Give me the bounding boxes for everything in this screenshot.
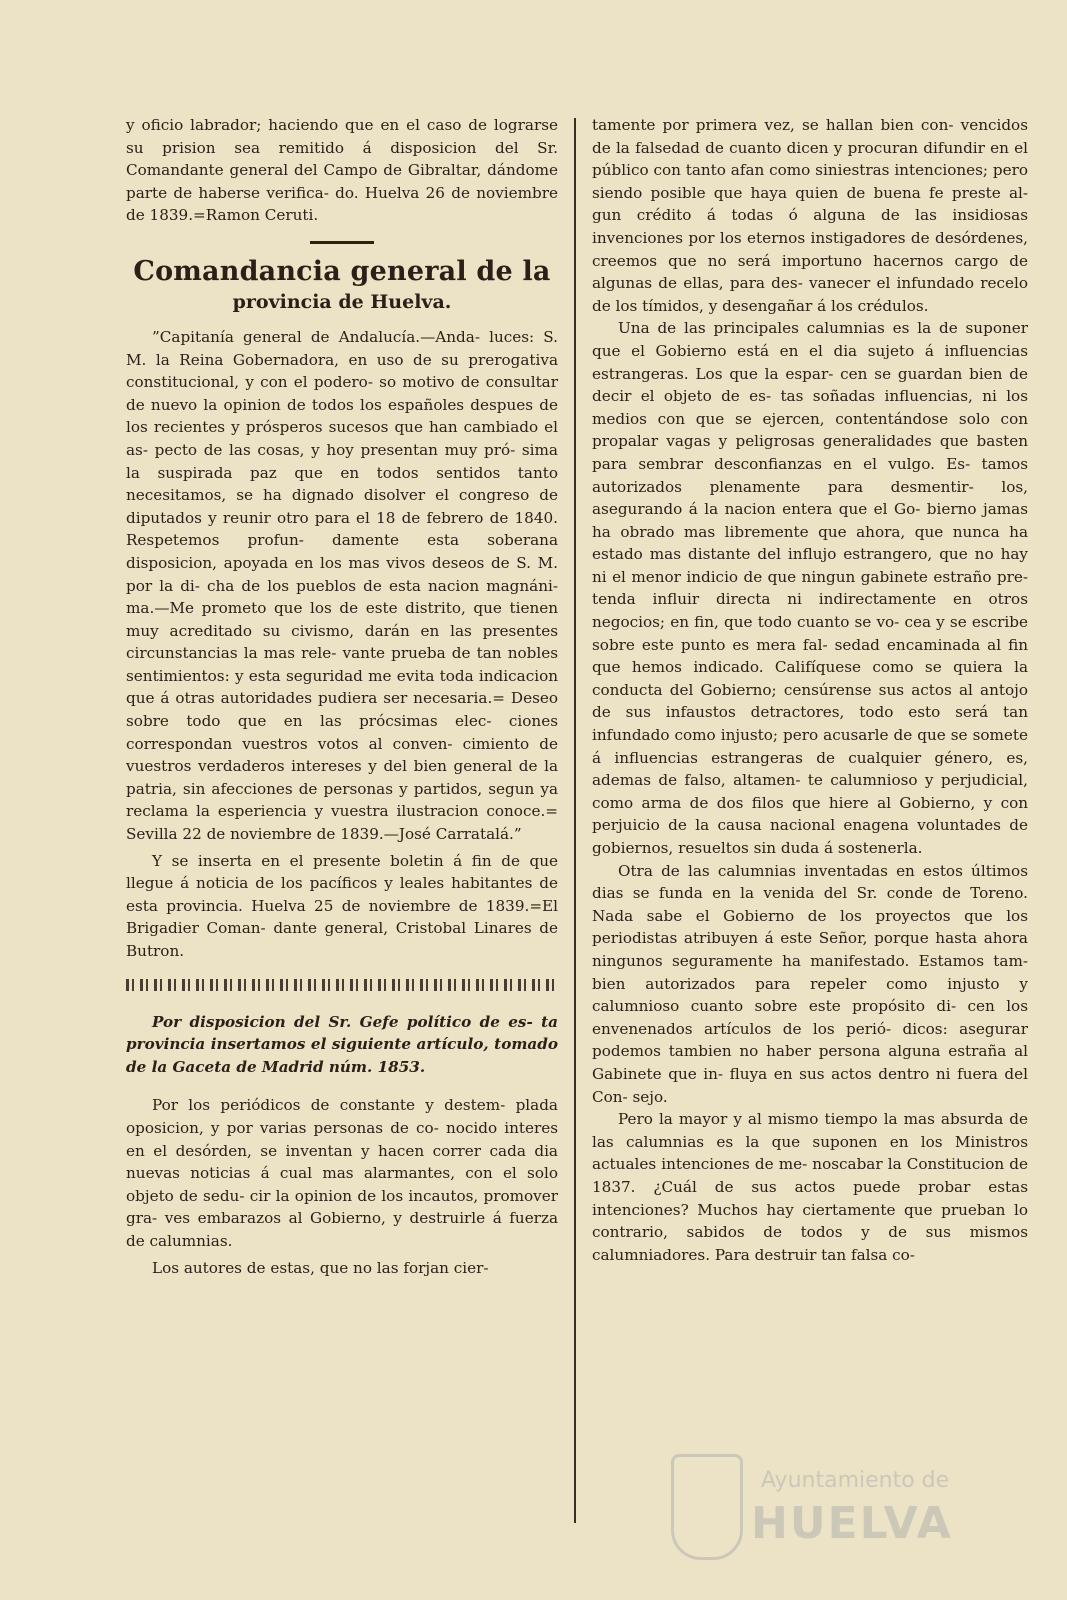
shield-icon bbox=[671, 1454, 743, 1560]
right-column bbox=[592, 114, 1028, 1266]
left-column bbox=[126, 114, 558, 1279]
watermark-line-2: HUELVA bbox=[751, 1498, 953, 1549]
article-paragraph: Por los periódicos de constante y destem- plada oposicion, y por varias personas de co- nocido interes en el desórden, se inventan y hacen correr cada dia nuevas noticias á cual mas alarmantes, con el solo objeto de sedu- cir la opinion de los incautos, promover gra- ves embarazos al Gobierno, y destruirle á fuerza de calumnias. bbox=[126, 1096, 558, 1250]
article-paragraph-2: Una de las principales calumnias es la de suponer que el Gobierno está en el dia sujeto á influencias estrangeras. Los que la espar- cen se guardan bien de decir el objeto de es- tas soñadas influencias, ni los medios con que se ejercen, contentándose solo con propalar vagas y peligrosas generalidades que basten para sembrar desconfianzas en el vulgo. Es- tamos autorizados plenamente para desmentir- los, asegurando á la nacion entera que el Go- bierno jamas ha obrado mas libremente que ahora, que nunca ha estado mas distante del influjo estrangero, que no hay ni el menor indicio de que ningun gabinete estraño pre- tenda influir directa ni indirectamente en otros negocios; en fin, que todo cuanto se vo- cea y se escribe sobre este punto es mera fal- sedad encaminada al fin que hemos indicado. Califíquese como se quiera la conducta del Gobierno; censúrense sus actos al antojo de sus infaustos detractores, todo esto será tan infundado como injusto; pero acusarle de que se somete á influencias estrangeras de cualquier género, es, ademas de falso, altamen- te calumnioso y perjudicial, como arma de dos filos que hiere al Gobierno, y con perjuicio de la causa nacional enagena voluntades de gobiernos, resueltos sin duda á sostenerla. bbox=[592, 319, 1028, 857]
article-paragraph-3: Otra de las calumnias inventadas en estos últimos dias se funda en la venida del Sr. conde de Toreno. Nada sabe el Gobierno de los proyectos que los periodistas atribuyen á este Señor, porque hasta ahora ningunos seguramente ha manifestado. Estamos tam- bien autorizados para repeler como injusto y calumnioso cuanto sobre este propósito di- cen los envenenados artículos de los perió- dicos: asegurar podemos tambien no haber persona alguna estraña al Gabinete que in- fluya en sus actos dentro ni fuera del Con- sejo. bbox=[592, 861, 1028, 1106]
proclamation-paragraph: ”Capitanía general de Andalucía.—Anda- luces: S. M. la Reina Gobernadora, en uso de su prerogativa constitucional, y con el podero- so motivo de consultar de nuevo la opinion de todos los españoles despues de los recientes y prósperos sucesos que han cambiado el as- pecto de las cosas, y hoy presentan muy pró- sima la suspirada paz que en todos sentidos tanto necesitamos, se ha dignado disolver el congreso de diputados y reunir otro para el 18 de febrero de 1840. Respetemos profun- damente esta soberana disposicion, apoyada en los mas vivos deseos de S. M. por la di- cha de los pueblos de esta nacion magnáni- ma.—Me prometo que los de este distrito, que tienen muy acreditado su civismo, darán en las presentes circunstancias la mas rele- vante prueba de tan nobles sentimientos: y esta seguridad me evita toda indicacion que á otras autoridades pudiera ser necesaria.= Deseo sobre todo que en las prócsimas elec- ciones correspondan vuestros votos al conven- cimiento de vuestros verdaderos intereses y del bien general de la patria, sin afecciones de personas y partidos, segun ya reclama la esperiencia y vuestra ilustracion conoce.= Sevilla 22 de noviembre de 1839.—José Carratalá.” bbox=[126, 327, 558, 844]
section-subheading: provincia de Huelva. bbox=[232, 290, 452, 313]
watermark-line-1: Ayuntamiento de bbox=[761, 1468, 950, 1493]
article-paragraph-4: Pero la mayor y al mismo tiempo la mas absurda de las calumnias es la que suponen en los Ministros actuales intenciones de me- noscabar la Constitucion de 1837. ¿Cuál de sus actos puede probar estas intenciones? Muchos hay ciertamente que prueban lo contrario, sabidos de todos y de sus mismos calumniadores. Para destruir tan falsa co- bbox=[592, 1110, 1028, 1264]
column-divider bbox=[574, 118, 576, 1523]
section-separator bbox=[310, 241, 374, 244]
gefe-notice-paragraph: Por disposicion del Sr. Gefe político de es- ta provincia insertamos el siguiente artículo, tomado de la Gaceta de Madrid núm. 1853. bbox=[126, 1012, 558, 1076]
insert-notice-paragraph: Y se inserta en el presente boletin á fin de que llegue á noticia de los pacíficos y leales habitantes de esta provincia. Huelva 25 de noviembre de 1839.=El Brigadier Coman- dante general, Cristobal Linares de Butron. bbox=[126, 851, 558, 960]
continuation-paragraph: y oficio labrador; haciendo que en el caso de lograrse su prision sea remitido á disposicion del Sr. Comandante general del Campo de Gibraltar, dándome parte de haberse verifica- do. Huelva 26 de noviembre de 1839.=Ramon Ceruti. bbox=[126, 116, 558, 225]
article-last-line: Los autores de estas, que no las forjan cier- bbox=[152, 1258, 489, 1277]
article-paragraph-1: tamente por primera vez, se hallan bien con- vencidos de la falsedad de cuanto dicen y procuran difundir en el público con tanto afan como siniestras intenciones; pero siendo posible que haya quien de buena fe preste al- gun crédito á todas ó alguna de las insidiosas invenciones por los eternos instigadores de desórdenes, creemos que no será importuno hacernos cargo de algunas de ellas, para des- vanecer el infundado recelo de los tímidos, y desengañar á los crédulos. bbox=[592, 116, 1028, 315]
watermark-logo bbox=[671, 1454, 971, 1564]
ornamental-divider bbox=[126, 979, 558, 991]
section-heading: Comandancia general de la bbox=[133, 255, 551, 287]
